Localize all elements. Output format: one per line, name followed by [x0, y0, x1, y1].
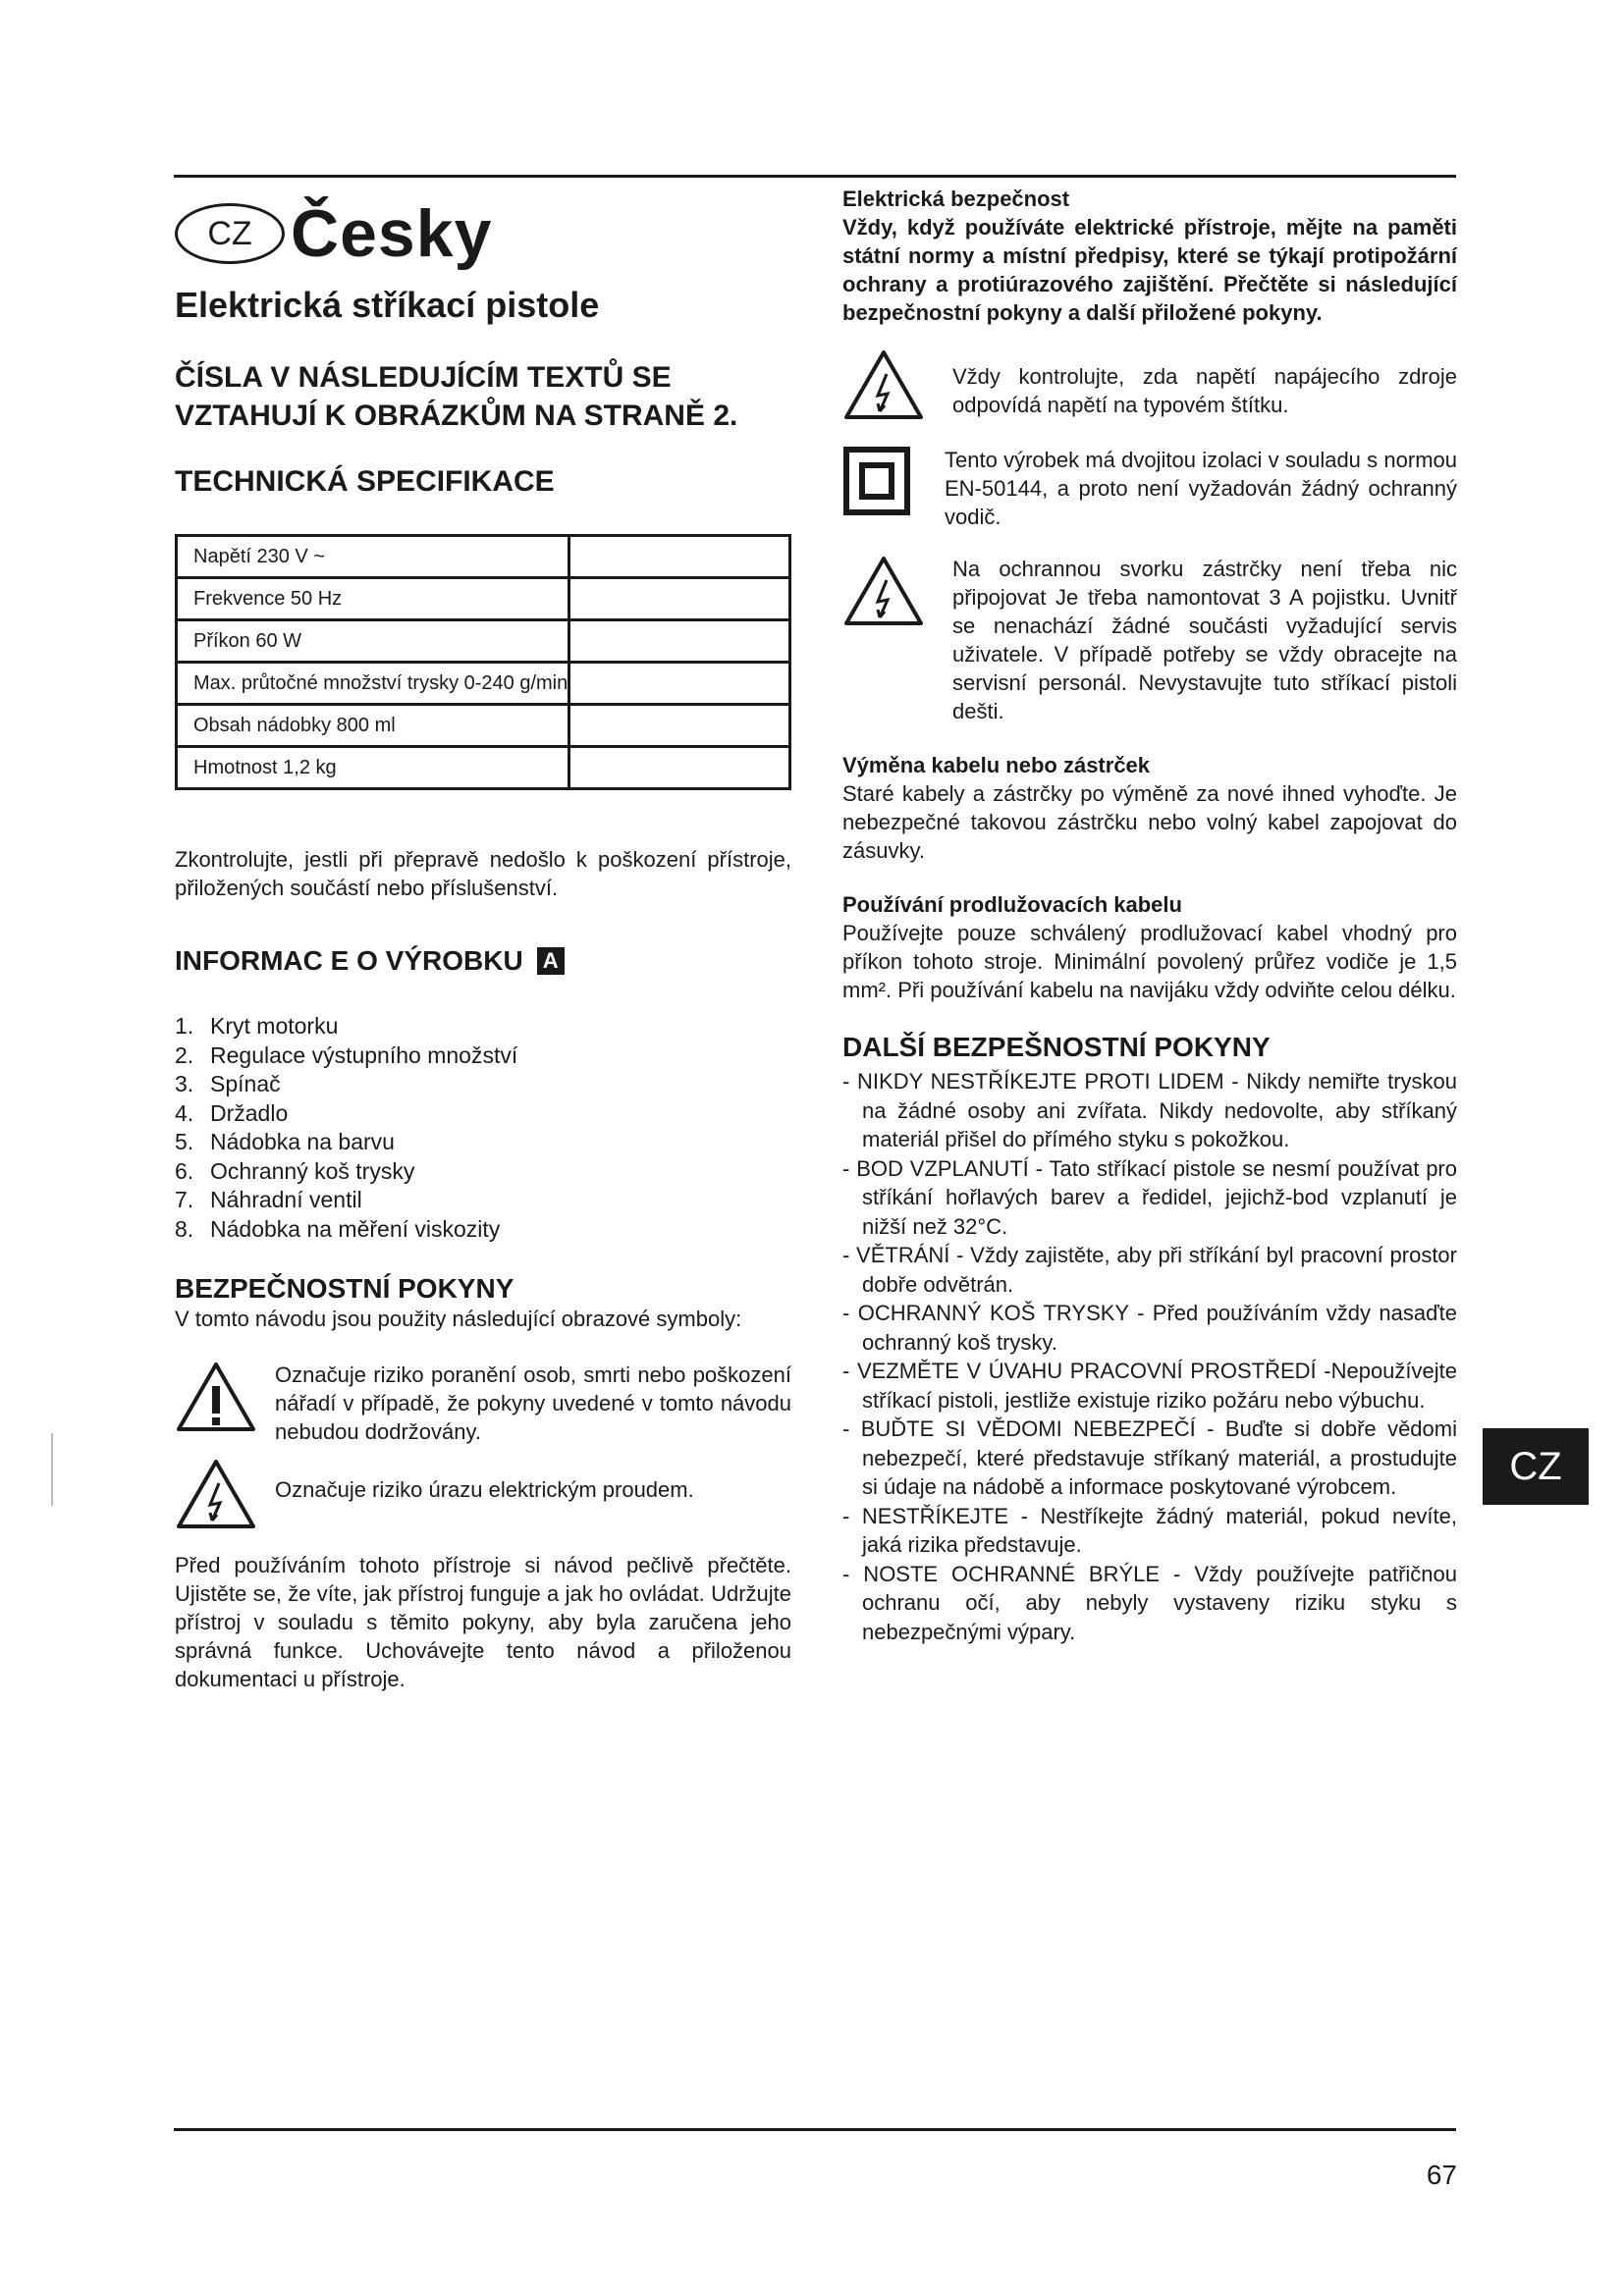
electric-shock-icon — [842, 348, 952, 426]
spec-empty-cell — [569, 747, 790, 789]
list-item: - VĚTRÁNÍ - Vždy zajistěte, aby při stříkání byl pracovní prostor dobře odvětrán. — [842, 1243, 1457, 1297]
spec-cell: Příkon 60 W — [177, 620, 569, 663]
list-item — [175, 1041, 791, 1071]
page-number: 67 — [1426, 2160, 1457, 2190]
language-side-tab: CZ — [1483, 1428, 1589, 1505]
double-insulation-row — [842, 446, 1457, 531]
list-item — [175, 1099, 791, 1129]
spec-cell: Napětí 230 V ~ — [177, 536, 569, 578]
list-item: - NOSTE OCHRANNÉ BRÝLE - Vždy používejte patřičnou ochranu očí, aby nebyly vystaveny riziku styku s nebezpečnými výpary. — [842, 1561, 1457, 1644]
table-row — [177, 620, 790, 663]
list-item — [175, 1157, 791, 1187]
list-item — [175, 1215, 791, 1245]
item-number: 1. — [175, 1013, 194, 1040]
spec-empty-cell — [569, 620, 790, 663]
spec-empty-cell — [569, 705, 790, 747]
list-item — [175, 1070, 791, 1099]
spec-empty-cell — [569, 663, 790, 705]
table-row — [177, 578, 790, 620]
item-label: Nádobka na barvu — [210, 1129, 395, 1155]
item-number: 3. — [175, 1071, 194, 1097]
table-row — [177, 747, 790, 789]
item-number: 4. — [175, 1099, 194, 1126]
cable-text: Staré kabely a zástrčky po výměně za nové ihned vyhoďte. Je nebezpečné takovou zástrčku nebo volný kabel zapojovat do zásuvky. — [842, 781, 1457, 863]
symbol-danger-text: Označuje riziko poranění osob, smrti nebo poškození nářadí v případě, že pokyny uvedené v tomto návodu nebudou dodržovány. — [275, 1362, 791, 1445]
list-item: - OCHRANNÝ KOŠ TRYSKY - Před používáním vždy nasaďte ochranný koš trysky. — [842, 1301, 1457, 1355]
list-item: - BOD VZPLANUTÍ - Tato stříkací pistole se nesmí používat pro stříkání hořlavých barev a ředidel, jejichž-bod vzplanutí je nižší než 32°C. — [842, 1155, 1457, 1239]
language-code-badge: CZ — [175, 203, 285, 264]
spec-cell: Obsah nádobky 800 ml — [177, 705, 569, 747]
figure-note-line-1: ČÍSLA V NÁSLEDUJÍCÍM TEXTŮ SE — [175, 361, 672, 395]
spec-table — [175, 534, 791, 790]
item-label: Náhradní ventil — [210, 1187, 362, 1213]
right-column — [842, 185, 1457, 1646]
list-item — [175, 1128, 791, 1157]
parts-list — [175, 1012, 791, 1244]
electric-shock-icon — [842, 555, 952, 632]
safety-heading: BEZPEČNOSTNÍ POKYNY — [175, 1273, 514, 1305]
list-item — [175, 1012, 791, 1041]
symbol-shock-text: Označuje riziko úrazu elektrickým proudem. — [275, 1477, 694, 1503]
left-column — [175, 192, 791, 1693]
double-insulation-text: Tento výrobek má dvojitou izolaci v souladu s normou EN-50144, a proto není vyžadován žádný ochranný vodič. — [945, 448, 1457, 529]
spec-cell: Max. průtočné množství trysky 0-240 g/min — [177, 663, 569, 705]
table-row — [177, 663, 790, 705]
safety-intro: V tomto návodu jsou použity následující obrazové symboly: — [175, 1307, 742, 1332]
bottom-rule — [174, 2128, 1456, 2131]
electrical-safety-heading: Elektrická bezpečnost — [842, 187, 1070, 211]
fuse-row — [842, 555, 1457, 725]
list-item: - BUĎTE SI VĚDOMI NEBEZPEČÍ - Buďte si dobře vědomi nebezpečí, které představuje stříkaný materiál, a prostudujte si údaje na nádobě a informace poskytované výrobcem. — [842, 1416, 1457, 1499]
transport-check-text: Zkontrolujte, jestli při přepravě nedošlo k poškození přístroje, přiložených součástí nebo příslušenství. — [175, 847, 791, 901]
warning-triangle-icon — [175, 1361, 275, 1438]
table-row — [177, 705, 790, 747]
item-number: 8. — [175, 1215, 194, 1242]
item-label: Kryt motorku — [210, 1013, 339, 1040]
language-title: Česky — [291, 196, 493, 271]
electric-shock-icon — [175, 1458, 275, 1535]
extension-heading: Používání prodlužovacích kabelu — [842, 892, 1182, 917]
table-row — [177, 536, 790, 578]
list-item: - NIKDY NESTŘÍKEJTE PROTI LIDEM - Nikdy nemiřte tryskou na žádné osoby ani zvířata. Nikdy nedovolte, aby stříkaný materiál přišel do přímého styku s pokožkou. — [842, 1069, 1457, 1151]
item-number: 7. — [175, 1187, 194, 1213]
symbol-shock-row — [175, 1458, 791, 1535]
before-use-text: Před používáním tohoto přístroje si návod pečlivě přečtěte. Ujistěte se, že víte, jak přístroj funguje a jak ho ovládat. Udržujte přístroj v souladu s těmito pokyny, aby byla zaručena jeho správná funkce. Uchovávejte tento návod a přiloženou dokumentaci u přístroje. — [175, 1553, 791, 1692]
spec-cell: Frekvence 50 Hz — [177, 578, 569, 620]
figure-a-badge: A — [537, 947, 565, 975]
voltage-check-text: Vždy kontrolujte, zda napětí napájecího zdroje odpovídá napětí na typovém štítku. — [952, 364, 1457, 417]
double-insulation-icon — [842, 446, 945, 521]
voltage-check-row — [842, 348, 1457, 426]
product-info-title: INFORMAC E O VÝROBKU — [175, 945, 523, 977]
cable-heading: Výměna kabelu nebo zástrček — [842, 753, 1151, 777]
spec-cell: Hmotnost 1,2 kg — [177, 747, 569, 789]
spec-heading: TECHNICKÁ SPECIFIKACE — [175, 465, 555, 499]
symbol-danger-row — [175, 1361, 791, 1446]
language-header — [175, 192, 791, 275]
item-label: Nádobka na měření viskozity — [210, 1215, 501, 1242]
document-title: Elektrická stříkací pistole — [175, 285, 600, 325]
electrical-safety-intro: Vždy, když používáte elektrické přístroje, mějte na paměti státní normy a místní předpisy, které se týkají protipožární ochrany a protiúrazového zajištění. Přečtěte si následující bezpečnostní pokyny a další přiložené pokyny. — [842, 215, 1457, 325]
spec-empty-cell — [569, 578, 790, 620]
top-rule — [174, 175, 1456, 178]
margin-mark — [51, 1433, 53, 1506]
product-info-heading — [175, 945, 791, 977]
item-number: 2. — [175, 1041, 194, 1068]
extension-text: Používejte pouze schválený prodlužovací kabel vhodný pro příkon tohoto stroje. Minimální povolený průřez vodiče je 1,5 mm². Při používání kabelu na navijáku vždy odviňte celou délku. — [842, 921, 1457, 1002]
spec-empty-cell — [569, 536, 790, 578]
item-number: 6. — [175, 1157, 194, 1184]
list-item: - VEZMĚTE V ÚVAHU PRACOVNÍ PROSTŘEDÍ -Nepoužívejte stříkací pistoli, jestliže existuje riziko požáru nebo výbuchu. — [842, 1359, 1457, 1413]
list-item: - NESTŘÍKEJTE - Nestříkejte žádný materiál, pokud nevíte, jaká rizika představuje. — [842, 1503, 1457, 1557]
figure-note-line-2: VZTAHUJÍ K OBRÁZKŮM NA STRANĚ 2. — [175, 400, 738, 433]
item-label: Držadlo — [210, 1099, 289, 1126]
more-safety-heading: DALŠÍ BEZPEŠNOSTNÍ POKYNY — [842, 1032, 1271, 1062]
item-label: Regulace výstupního množství — [210, 1041, 518, 1068]
list-item — [175, 1186, 791, 1215]
item-label: Spínač — [210, 1071, 281, 1097]
item-label: Ochranný koš trysky — [210, 1157, 415, 1184]
fuse-text: Na ochrannou svorku zástrčky není třeba nic připojovat Je třeba namontovat 3 A pojistku. Uvnitř se nenachází žádné součásti vyžadující servis uživatele. V případě potřeby se vždy obracejte na servisní personál. Nevystavujte tuto stříkací pistoli dešti. — [952, 557, 1457, 723]
item-number: 5. — [175, 1129, 194, 1155]
safety-rules-list — [842, 1067, 1457, 1646]
